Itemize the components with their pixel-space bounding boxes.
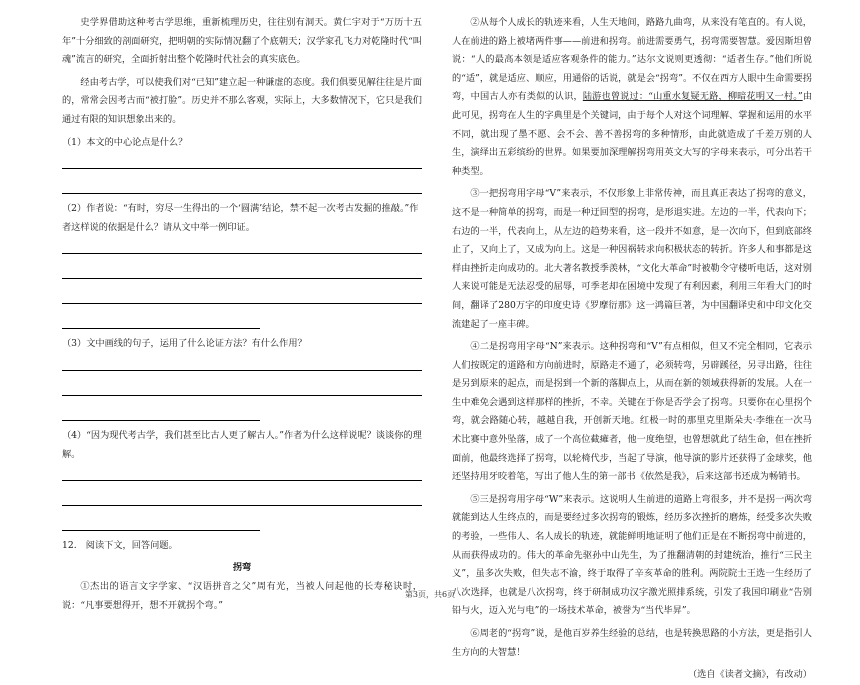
page-footer: 第3页，共6页 <box>404 590 456 599</box>
paragraph: ①杰出的语言文字学家、“汉语拼音之父”周有光，当被人问起他的长寿秘诀时，说：“凡事要想得开，想不开就拐个弯。” <box>62 581 422 611</box>
answer-line <box>62 370 422 371</box>
answer-line <box>62 278 422 279</box>
question-1: （1）本文的中心论点是什么？ <box>62 136 188 148</box>
paragraph: ⑤三是拐弯用字母“W”来表示。这说明人生前进的道路上弯很多，并不是拐一两次弯就能到达人生终点的，而是要经过多次拐弯的锻炼，经历多次挫折的磨炼，经受多次失败的考验，一些伟人、名人成长的轨迹，就能鲜明地证明了他们正是在不断拐弯中前进的，从而获得成功的。伟大的革命先驱孙中山先生，为了推翻清朝的封建统治，推行“三民主义”，虽多次失败，但失志不渝，终于取得了辛亥革命的胜利。两院院士王选一生经历了八次选择，也就是八次拐弯，终于研制成功汉字激光照排系统，引发了我国印刷业“告别铅与火，迈入光与电”的一场技术革命，被誉为“当代毕昇”。 <box>452 493 812 617</box>
answer-line <box>62 505 422 506</box>
paragraph: 经由考古学，可以使我们对“已知”建立起一种谦虚的态度。我们俱要见解往往是片面的，常常会因考古而“被打脸”。历史并不那么客观，实际上，大多数情况下，它只是我们通过有限的知识想象出来的。 <box>62 76 422 125</box>
underlined-sentence: 陆游也曾说过：“山重水复疑无路，柳暗花明又一村。” <box>582 91 803 103</box>
paragraph <box>452 14 812 181</box>
question-2: （2）作者说：“有时，穷尽一生得出的一个‘圆满’结论，禁不起一次考古发掘的推敲。”作者这样说的依据是什么？请从文中举一例印证。 <box>62 203 419 233</box>
question-3: （3）文中画线的句子，运用了什么论证方法？有什么作用？ <box>62 338 307 350</box>
paragraph-text: 由此可见，拐弯在人生的字典里是个关键词，由于每个人对这个词理解、掌握和运用的水平不同，就出现了墨不愿、会不会、善不善拐弯的多种情形，由此就造成了千差万别的人生，演绎出五彩缤纷的世界。如果要加深理解拐弯用英文大写的字母来表示，可分出若干种类型。 <box>452 91 813 177</box>
answer-line <box>62 530 260 531</box>
answer-line <box>62 193 422 194</box>
answer-line <box>62 253 422 254</box>
left-column <box>62 14 422 620</box>
source-note: （选自《读者文摘》，有改动） <box>687 669 812 681</box>
paragraph: 史学界借助这种考古学思维，重新梳理历史，往往别有洞天。黄仁宇对于“万历十五年”十分细致的剖面研究，把明朝的实际情况翻了个底朝天；汉学家孔飞力对乾隆时代“叫魂”流言的研究，全面折射出整个乾隆时代社会的真实底色。 <box>62 17 422 66</box>
question-12-heading: 12. 阅读下文，回答问题。 <box>62 540 178 552</box>
article-title: 拐弯 <box>232 561 252 573</box>
answer-line <box>62 420 260 421</box>
answer-line <box>62 168 422 169</box>
right-column <box>452 14 812 685</box>
answer-line <box>62 395 422 396</box>
answer-line <box>62 480 422 481</box>
answer-line <box>62 328 260 329</box>
paragraph-text: ②从每个人成长的轨迹来看，人生天地间，路路九曲弯，从来没有笔直的。有人说，人在前进的路上被堵两件事——前进和拐弯。前进需要勇气，拐弯需要智慧。爱因斯坦曾说：“人的最高本领是适应客观条件的能力。”达尔文说则更透彻：“适者生存。”他们所说的“适”，就是适应、顺应，用通俗的话说，就是会“拐弯”。不仅在西方人眼中生命需要拐弯，中国古人亦有类似的认识， <box>452 17 812 103</box>
paragraph: ③一把拐弯用字母“V”来表示，不仅形象上非常传神，而且真正表达了拐弯的意义，这不是一种简单的拐弯，而是一种迂回型的拐弯，是形退实进。左边的一半，代表向下；右边的一半，代表向上，从左边的趋势来看，这一段并不如意，是一次向下，但到底部终止了，又向上了，又成为向上。这是一种因祸转求向积极状态的转折。许多人和事都是这样由挫折走向成功的。北大著名教授季羡林，“文化大革命”时被勒令守楼听电话，这对别人来说可能是无法忍受的屈辱，可季老却在困境中发现了有利因素，利用三年看大门的时间，翻译了280万字的印度史诗《罗摩衍那》这一鸿篇巨著，为中国翻译史和中印文化交流建起了一座丰碑。 <box>452 188 812 330</box>
answer-line <box>62 303 422 304</box>
paragraph: ④二是拐弯用字母“N”来表示。这种拐弯和“V”有点相似，但又不完全相同，它表示人们按既定的道路和方向前进时，原路走不通了，必须转弯，另辟蹊径，另寻出路，往往是另到原来的起点，而是拐到一个新的落脚点上，从而在新的领域获得新的发展。人在一生中难免会遇到这样那样的挫折，不幸。关键在于你是否学会了拐弯。只要你在心里拐个弯，就会路随心转，越越自我，开创新天地。红极一时的那里克里斯朵夫·李维在一次马术比赛中意外坠落，成了一个高位截瘫者，他一度绝望，也曾想就此了结生命，但在挫折面前，他最终选择了拐弯，以轮椅代步，当起了导演，他导演的影片还获得了金球奖，他还坚持用牙咬着笔，写出了他人生的第一部书《依然是我》，后来这部书还成为畅销书。 <box>452 341 812 483</box>
paragraph: ⑥周老的“拐弯”说，是他百岁养生经验的总结，也是转换思路的小方法，更是指引人生方向的大智慧！ <box>452 628 812 658</box>
question-4: （4）“因为现代考古学，我们甚至比古人更了解古人。”作者为什么这样说呢？谈谈你的理解。 <box>62 429 422 460</box>
